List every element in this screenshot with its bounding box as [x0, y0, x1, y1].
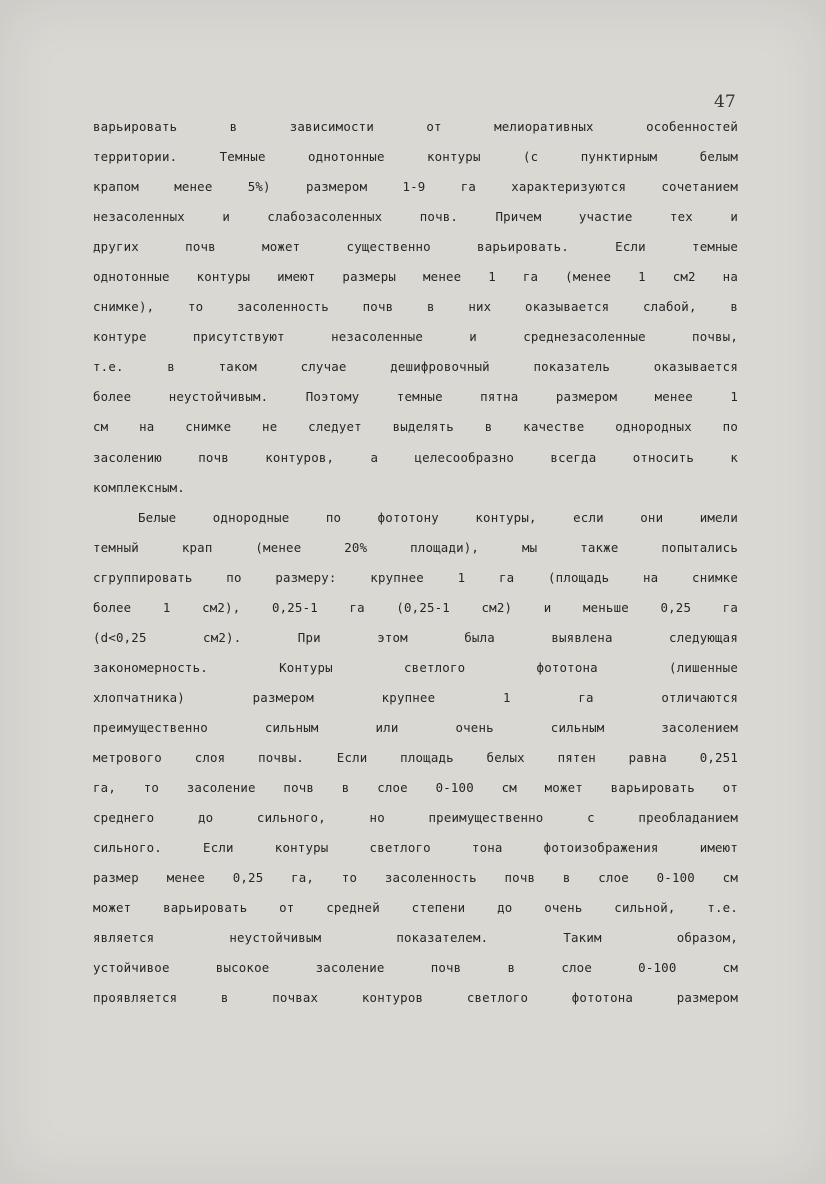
text-line: крапом менее 5%) размером 1-9 га характеризуются сочетанием — [93, 179, 738, 195]
text-line: снимке), то засоленность почв в них оказывается слабой, в — [93, 299, 738, 315]
text-line: см на снимке не следует выделять в качестве однородных по — [93, 419, 738, 435]
text-line: комплексным. — [93, 479, 185, 495]
text-line: сильного. Если контуры светлого тона фотоизображения имеют — [93, 840, 738, 856]
text-line: более 1 см2), 0,25-1 га (0,25-1 см2) и меньше 0,25 га — [93, 599, 738, 615]
text-line: более неустойчивым. Поэтому темные пятна размером менее 1 — [93, 389, 738, 405]
text-line: однотонные контуры имеют размеры менее 1 га (менее 1 см2 на — [93, 269, 738, 285]
text-line: является неустойчивым показателем. Таким образом, — [93, 930, 738, 946]
text-line: территории. Темные однотонные контуры (с пунктирным белым — [93, 149, 738, 165]
text-line: устойчивое высокое засоление почв в слое 0-100 см — [93, 960, 738, 976]
text-line: закономерность. Контуры светлого фототона (лишенные — [93, 659, 738, 675]
page-number: 47 — [714, 92, 736, 112]
text-line: проявляется в почвах контуров светлого фототона размером — [93, 990, 738, 1006]
text-line: сгруппировать по размеру: крупнее 1 га (площадь на снимке — [93, 569, 738, 585]
text-line: варьировать в зависимости от мелиоративных особенностей — [93, 119, 738, 134]
text-line: других почв может существенно варьировать. Если темные — [93, 239, 738, 255]
text-line: засолению почв контуров, а целесообразно всегда относить к — [93, 449, 738, 465]
text-line: незасоленных и слабозасоленных почв. Причем участие тех и — [93, 209, 738, 225]
text-line: размер менее 0,25 га, то засоленность почв в слое 0-100 см — [93, 870, 738, 886]
body-text — [93, 117, 738, 1018]
text-line: темный крап (менее 20% площади), мы также попытались — [93, 539, 738, 555]
text-line: контуре присутствуют незасоленные и среднезасоленные почвы, — [93, 329, 738, 345]
text-line: Белые однородные по фототону контуры, если они имели — [138, 509, 738, 525]
text-line: может варьировать от средней степени до очень сильной, т.е. — [93, 900, 738, 916]
text-line: (d<0,25 см2). При этом была выявлена следующая — [93, 629, 738, 645]
text-line: среднего до сильного, но преимущественно с преобладанием — [93, 810, 738, 826]
text-line: хлопчатника) размером крупнее 1 га отличаются — [93, 689, 738, 705]
text-line: преимущественно сильным или очень сильным засолением — [93, 719, 738, 735]
text-line: т.е. в таком случае дешифровочный показатель оказывается — [93, 359, 738, 375]
text-line: метрового слоя почвы. Если площадь белых пятен равна 0,251 — [93, 749, 738, 765]
text-line: га, то засоление почв в слое 0-100 см может варьировать от — [93, 780, 738, 796]
